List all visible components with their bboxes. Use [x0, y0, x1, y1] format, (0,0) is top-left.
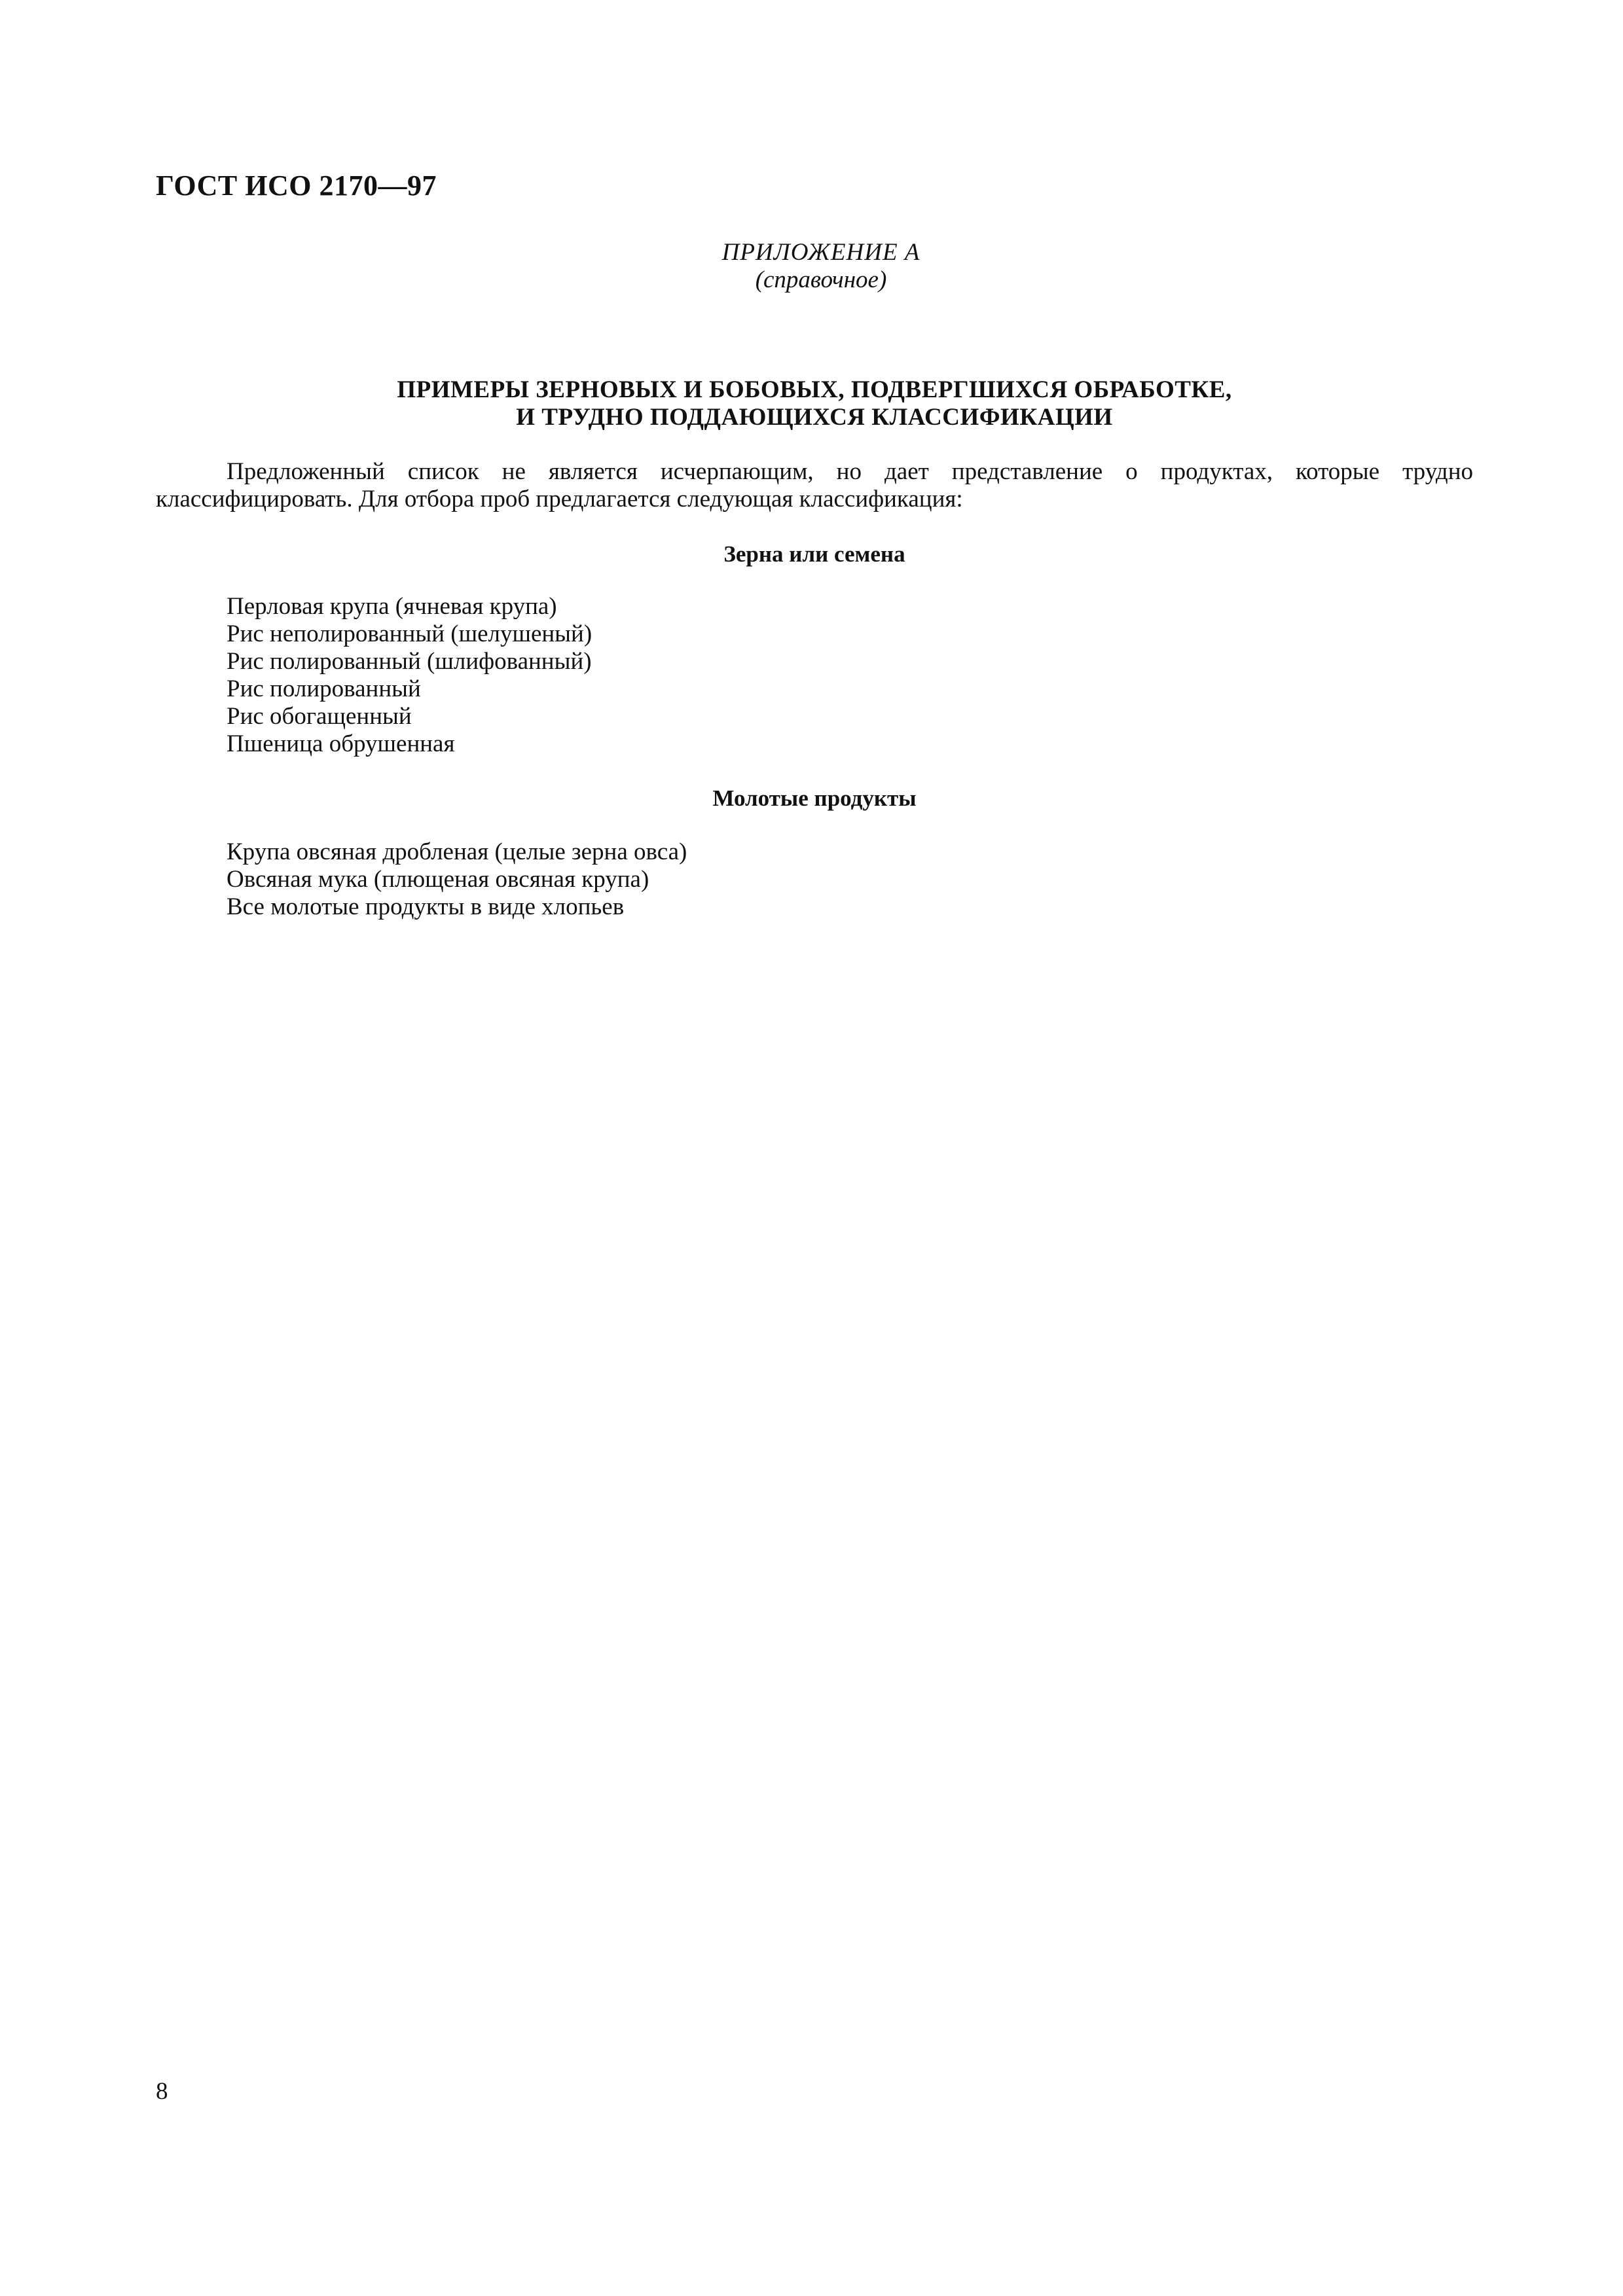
- page-title-line-2: И ТРУДНО ПОДДАЮЩИХСЯ КЛАССИФИКАЦИИ: [516, 404, 1113, 431]
- section-heading-ground-products: Молотые продукты: [712, 785, 917, 811]
- list-item: Крупа овсяная дробленая (целые зерна овса): [227, 838, 687, 865]
- appendix-type: (справочное): [755, 266, 887, 293]
- list-item: Рис полированный: [227, 675, 421, 702]
- list-item: Рис полированный (шлифованный): [227, 648, 592, 675]
- grains-list: [227, 593, 592, 758]
- list-item: Все молотые продукты в виде хлопьев: [227, 893, 625, 920]
- page-number: 8: [156, 2078, 168, 2105]
- appendix-label: ПРИЛОЖЕНИЕ А: [721, 239, 921, 266]
- list-item: Рис обогащенный: [227, 703, 412, 730]
- list-item: Пшеница обрушенная: [227, 730, 455, 757]
- section-heading-grains: Зерна или семена: [723, 541, 905, 567]
- ground-products-list: [227, 838, 687, 921]
- intro-paragraph: Предложенный список не является исчерпающим, но дает представление о продуктах, которые трудно классифицировать. Для отбора проб предлагается следующая классификация:: [156, 458, 1473, 512]
- list-item: Перловая крупа (ячневая крупа): [227, 593, 557, 620]
- page-title-line-1: ПРИМЕРЫ ЗЕРНОВЫХ И БОБОВЫХ, ПОДВЕРГШИХСЯ ОБРАБОТКЕ,: [397, 376, 1232, 403]
- page-title: [156, 376, 1473, 431]
- list-item: Овсяная мука (плющеная овсяная крупа): [227, 866, 649, 893]
- document-standard-header: ГОСТ ИСО 2170—97: [156, 170, 437, 202]
- list-item: Рис неполированный (шелушеный): [227, 620, 593, 647]
